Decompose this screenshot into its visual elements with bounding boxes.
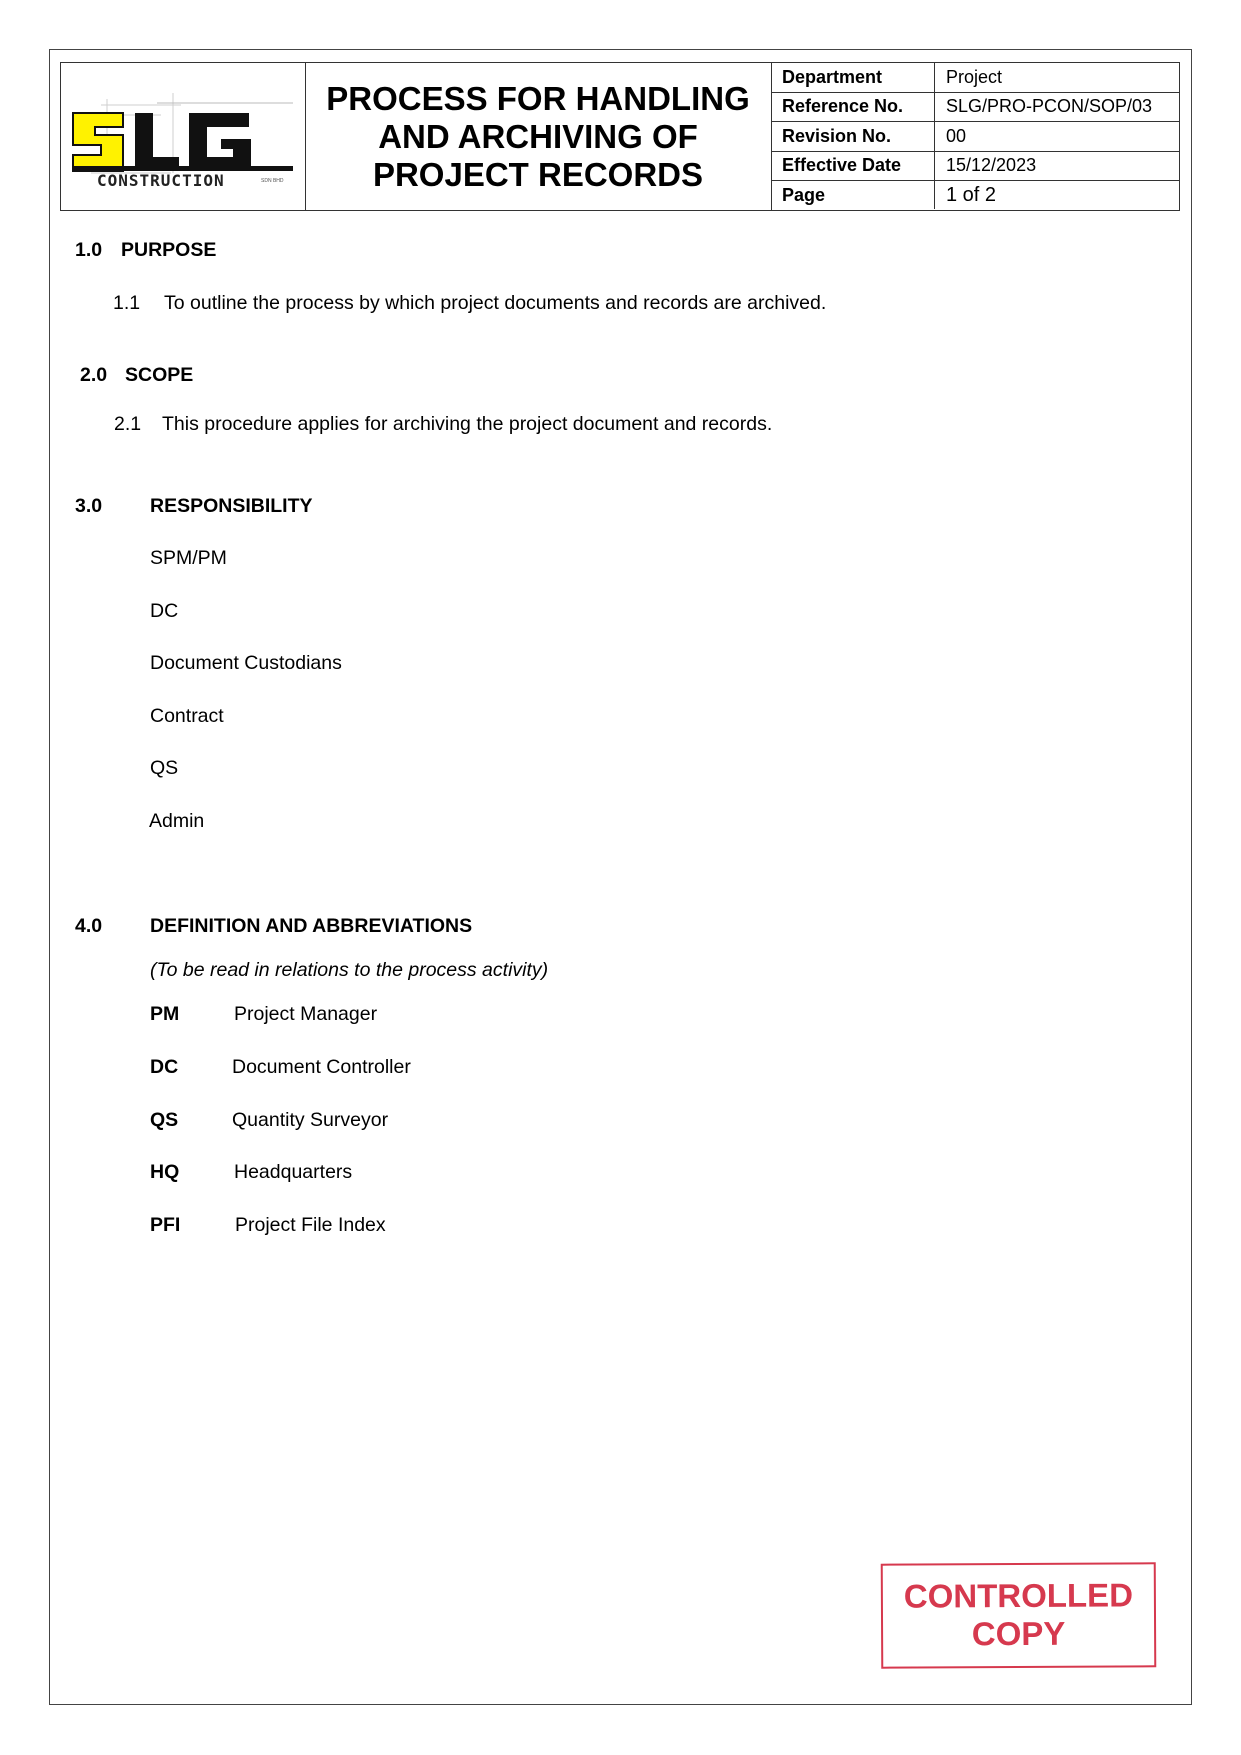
responsibility-item: Document Custodians — [150, 652, 342, 674]
section-heading-responsibility: RESPONSIBILITY — [150, 495, 313, 517]
stamp-line-1: CONTROLLED — [903, 1576, 1134, 1615]
abbreviation-meaning: Project File Index — [235, 1214, 386, 1236]
section-number-responsibility: 3.0 — [75, 495, 103, 517]
scope-item-number: 2.1 — [114, 413, 142, 435]
responsibility-item: DC — [150, 600, 179, 622]
responsibility-item: Contract — [150, 705, 224, 727]
meta-row-department — [771, 63, 1179, 93]
title-line-2: AND ARCHIVING OF — [378, 117, 698, 155]
responsibility-item: QS — [150, 757, 179, 779]
title-line-1: PROCESS FOR HANDLING — [326, 79, 750, 117]
meta-row-effective-date — [771, 152, 1179, 182]
abbreviation-meaning: Headquarters — [234, 1161, 353, 1183]
meta-row-revision — [771, 122, 1179, 152]
meta-value: 15/12/2023 — [946, 155, 1037, 176]
logo-cell — [61, 63, 306, 210]
purpose-item-text: To outline the process by which project documents and records are archived. — [164, 292, 827, 314]
meta-row-reference — [771, 93, 1179, 123]
meta-value: Project — [946, 66, 1003, 87]
scope-item-text: This procedure applies for archiving the project document and records. — [162, 413, 773, 435]
meta-label: Reference No. — [771, 93, 935, 122]
abbreviation: PFI — [150, 1214, 181, 1236]
section-heading-scope: SCOPE — [125, 364, 194, 386]
section-number-purpose: 1.0 — [75, 239, 103, 261]
meta-label: Department — [771, 63, 935, 92]
logo-suffix: SDN BHD — [261, 178, 284, 184]
section-heading-purpose: PURPOSE — [121, 239, 217, 261]
abbreviation-meaning: Document Controller — [232, 1056, 411, 1078]
meta-value: 1 of 2 — [946, 183, 997, 206]
controlled-copy-stamp — [881, 1562, 1157, 1668]
title-cell — [305, 63, 772, 210]
meta-label: Revision No. — [771, 122, 935, 151]
abbreviation-meaning: Project Manager — [234, 1003, 378, 1025]
meta-label: Page — [771, 181, 935, 209]
abbreviation: DC — [150, 1056, 179, 1078]
logo-subtext: CONSTRUCTION — [97, 171, 225, 190]
responsibility-item: SPM/PM — [150, 547, 227, 569]
abbreviation: PM — [150, 1003, 180, 1025]
section-number-scope: 2.0 — [80, 364, 108, 386]
responsibility-item: Admin — [149, 810, 205, 832]
section-heading-definitions: DEFINITION AND ABBREVIATIONS — [150, 915, 473, 937]
abbreviation: QS — [150, 1109, 179, 1131]
meta-value: SLG/PRO-PCON/SOP/03 — [946, 96, 1153, 117]
document-header — [60, 62, 1180, 211]
document-title — [326, 80, 750, 194]
stamp-line-2: COPY — [971, 1614, 1066, 1653]
purpose-item-number: 1.1 — [113, 292, 141, 314]
abbreviation-meaning: Quantity Surveyor — [232, 1109, 389, 1131]
meta-row-page — [771, 181, 1179, 209]
title-line-3: PROJECT RECORDS — [372, 155, 704, 193]
abbreviation: HQ — [150, 1161, 180, 1183]
meta-label: Effective Date — [771, 152, 935, 181]
definitions-note: (To be read in relations to the process activity) — [150, 959, 549, 981]
section-number-definitions: 4.0 — [75, 915, 103, 937]
document-meta-table — [771, 63, 1179, 210]
meta-value: 00 — [946, 125, 967, 146]
